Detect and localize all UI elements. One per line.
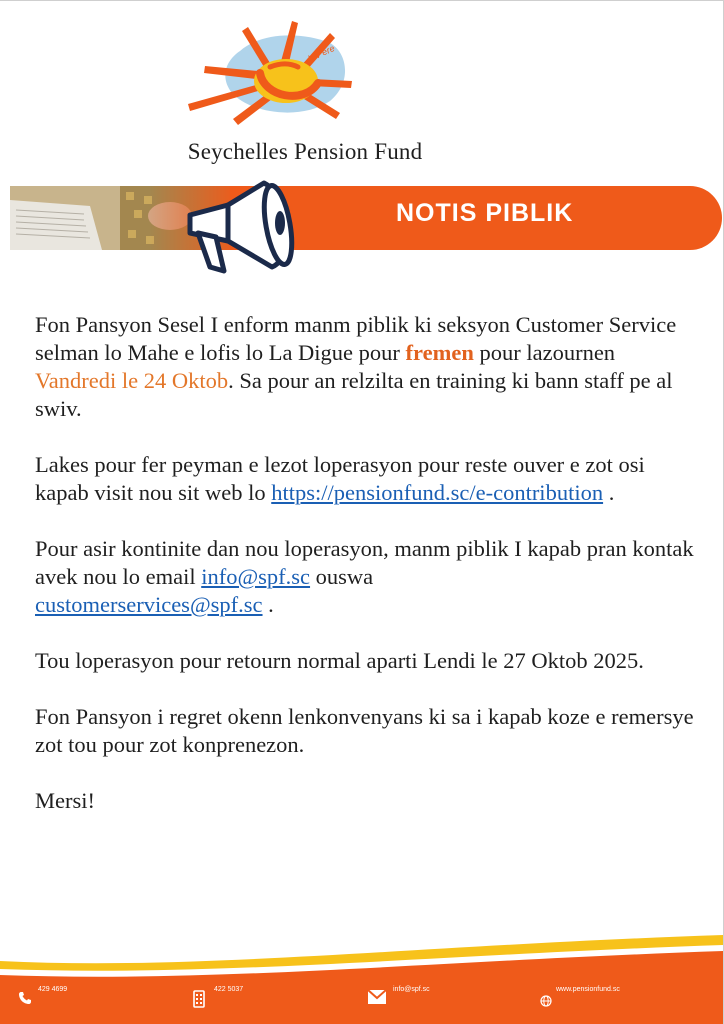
closure-date: Vandredi le 24 Oktob xyxy=(35,368,229,393)
info-email-link[interactable]: info@spf.sc xyxy=(201,564,311,589)
paragraph-resume: Tou loperasyon pour retourn normal aparti Lendi le 27 Oktob 2025. xyxy=(35,648,644,673)
fax-icon xyxy=(192,989,206,1009)
paragraph-online: Lakes pour fer peyman e lezot loperasyon pour reste ouver e zot osi kapab visit nou sit web lo https://pensionfund.sc/e-contribution . xyxy=(35,452,645,505)
footer-phone: 429 4699 xyxy=(38,986,68,993)
phone-icon xyxy=(18,991,32,1005)
organization-name: Seychelles Pension Fund xyxy=(187,139,423,164)
globe-icon xyxy=(540,995,552,1007)
notice-body xyxy=(35,311,695,843)
logo-tagline: Viv ere xyxy=(306,43,337,64)
e-contribution-link[interactable]: https://pensionfund.sc/e-contribution xyxy=(271,480,604,505)
paragraph-contact: Pour asir kontinite dan nou loperasyon, manm piblik I kapab pran kontak avek nou lo email info@spf.sc ouswa customerservices@spf.sc . xyxy=(35,536,694,617)
megaphone-icon xyxy=(168,171,308,283)
paragraph-thanks: Mersi! xyxy=(35,788,95,813)
notice-title: NOTIS PIBLIK xyxy=(396,199,574,227)
footer-email: info@spf.sc xyxy=(393,986,430,993)
footer-wave xyxy=(0,931,724,1024)
email-icon xyxy=(367,988,387,1006)
footer-website: www.pensionfund.sc xyxy=(556,986,620,993)
customer-services-email-link[interactable]: customerservices@spf.sc xyxy=(35,592,263,617)
closed-emphasis: fremen xyxy=(405,340,474,365)
paragraph-regret: Fon Pansyon i regret okenn lenkonvenyans ki sa i kapab koze e remersye zot tou pour zot konprenezon. xyxy=(35,704,694,757)
paragraph-closure: Fon Pansyon Sesel I enform manm piblik ki seksyon Customer Service selman lo Mahe e lofis lo La Digue pour fremen pour lazournen Vandredi le 24 Oktob. Sa pour an relzilta en training ki bann staff pe al swiv. xyxy=(35,312,677,421)
footer-fax: 422 5037 xyxy=(214,986,244,993)
spf-sun-logo xyxy=(180,13,360,133)
